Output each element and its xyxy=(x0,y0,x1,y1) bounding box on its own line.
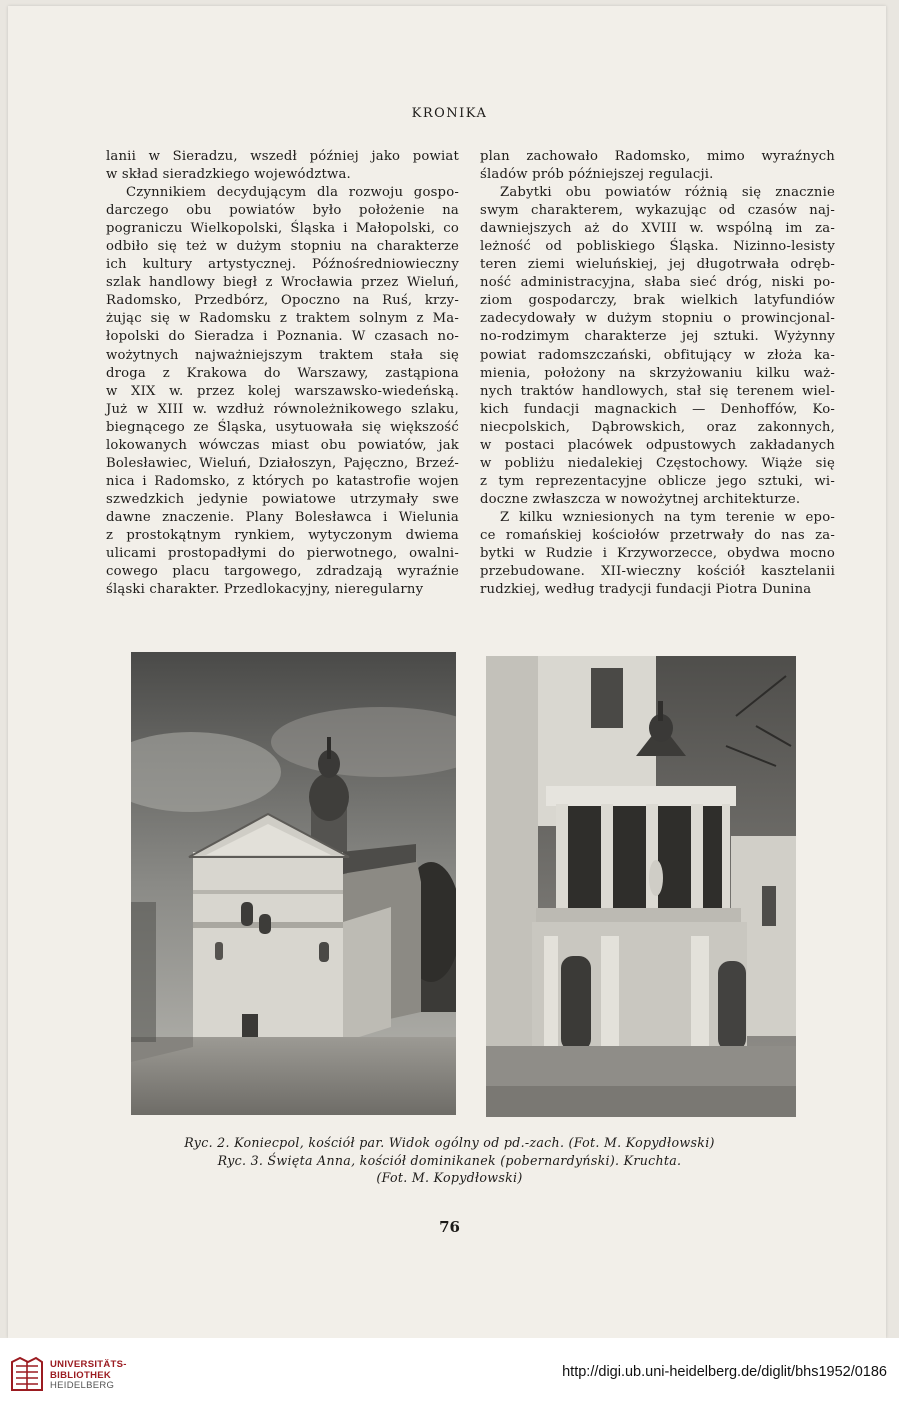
text-line: bytki w Rudzie i Krzyworzecce, obydwa mocno xyxy=(480,546,835,562)
paragraph xyxy=(480,148,835,184)
permalink-url[interactable]: http://digi.ub.uni-heidelberg.de/diglit/bhs1952/0186 xyxy=(562,1364,887,1380)
text-line: droga z Krakowa do Warszawy, zastąpiona xyxy=(106,365,459,381)
text-line: łopolski do Sieradza i Poznania. W czasach no- xyxy=(106,329,459,345)
paragraph xyxy=(106,184,459,599)
text-line: cowego placu targowego, zdradzają wyraźnie xyxy=(106,564,459,580)
caption-line-fig3: Ryc. 3. Święta Anna, kościół dominikanek (pobernardyński). Kruchta. xyxy=(217,1152,682,1168)
text-line: pograniczu Wielkopolski, Śląska i Małopolski, co xyxy=(106,221,459,237)
text-line: teren ziemi wieluńskiej, jej długotrwała odręb- xyxy=(480,257,835,273)
university-library-logo-icon xyxy=(10,1356,44,1394)
text-line: Czynnikiem decydującym dla rozwoju gospo- xyxy=(126,185,459,201)
text-line: Bolesławiec, Wieluń, Działoszyn, Pajęczno, Brzeź- xyxy=(106,455,459,471)
text-line: w postaci placówek odpustowych zakładanych xyxy=(480,437,835,453)
text-line: rudzkiej, według tradycji fundacji Piotra Dunina xyxy=(480,582,812,598)
text-line: śląski charakter. Przedlokacyjny, nieregularny xyxy=(106,582,424,598)
caption-line-fig2: Ryc. 2. Koniecpol, kościół par. Widok ogólny od pd.-zach. (Fot. M. Kopydłowski) xyxy=(184,1135,715,1150)
text-line: wożytnych najważniejszym traktem stała się xyxy=(106,347,459,363)
text-line: w skład sieradzkiego województwa. xyxy=(106,167,351,183)
text-line: żując się w Radomsku z traktem solnym z Ma- xyxy=(106,311,459,327)
text-line: szlak handlowy biegł z Wrocławia przez Wieluń, xyxy=(106,275,459,291)
text-line: ich kultury artystycznej. Późnośredniowieczny xyxy=(106,257,459,273)
text-line: w pobliżu niedalekiej Częstochowy. Wiąże się xyxy=(480,455,835,471)
text-line: z prostokątnym rynkiem, wytyczonym dwiema xyxy=(106,527,459,543)
text-line: Radomsko, Przedbórz, Opoczno na Ruś, krzy- xyxy=(106,293,459,309)
library-name xyxy=(50,1360,127,1392)
caption-line-photo-credit: (Fot. M. Kopydłowski) xyxy=(376,1170,523,1185)
text-line: odbiło się też w dużym stopniu na charakterze xyxy=(106,239,459,255)
figure-captions xyxy=(0,1134,899,1187)
photo-koniecpol-church xyxy=(131,652,456,1115)
text-line: lokowanych wówczas miast obu powiatów, jak xyxy=(106,437,459,453)
paragraph xyxy=(480,184,835,509)
church-photo-image xyxy=(131,652,456,1115)
porch-photo-image xyxy=(486,656,796,1117)
text-line: Z kilku wzniesionych na tym terenie w epo- xyxy=(500,509,835,525)
text-line: przebudowane. XII-wieczny kościół kasztelanii xyxy=(480,564,835,580)
text-line: Już w XIII w. wzdłuż równoleżnikowego szlaku, xyxy=(106,401,459,417)
photo-swieta-anna-porch xyxy=(486,656,796,1117)
text-line: dawne znaczenie. Plany Bolesławca i Wielunia xyxy=(106,509,459,525)
text-line: kich fundacji magnackich — Denhoffów, Ko- xyxy=(480,401,835,417)
text-line: nica i Radomsko, z których po katastrofie wojen xyxy=(106,473,459,489)
text-line: ce romańskiej kościołów przetrwały do nas za- xyxy=(480,527,835,543)
text-line: niecpolskich, Dąbrowskich, oraz zakonnych, xyxy=(480,419,835,435)
text-line: z tym reprezentacyjne oblicze jego sztuki, wi- xyxy=(480,473,835,489)
text-line: Zabytki obu powiatów różnią się znacznie xyxy=(500,185,835,201)
text-line: swym charakterem, wykazując od czasów naj- xyxy=(480,203,835,219)
text-line: ność administracyjna, słaba sieć dróg, niski po- xyxy=(480,275,835,291)
running-head: KRONIKA xyxy=(411,106,488,121)
library-name-line-2: BIBLIOTHEK xyxy=(50,1369,112,1381)
text-line: mienia, położony na skrzyżowaniu kilku waż- xyxy=(480,365,835,381)
text-line: śladów prób późniejszej regulacji. xyxy=(480,167,714,183)
library-name-line-1: UNIVERSITÄTS- xyxy=(50,1359,127,1370)
library-name-line-3: HEIDELBERG xyxy=(50,1380,115,1391)
paragraph xyxy=(480,509,835,599)
text-line: zadecydowały w dużym stopniu o prowincjonal- xyxy=(480,311,835,327)
text-line: ziom gospodarczy, brak wielkich latyfundiów xyxy=(480,293,835,309)
text-line: plan zachowało Radomsko, mimo wyraźnych xyxy=(480,149,835,164)
text-line: powiat radomszczański, obfitujący w złoża ka- xyxy=(480,347,835,363)
text-line: ulicami prostopadłymi do pierwotnego, owalni- xyxy=(106,546,459,562)
text-line: szwedzkich jedynie powiatowe utrzymały swe xyxy=(106,491,459,507)
page-number: 76 xyxy=(439,1218,460,1236)
paragraph xyxy=(106,148,459,184)
text-line: no-rodzimym charakterze jej sztuki. Wyżynny xyxy=(480,329,835,345)
library-footer xyxy=(0,1338,899,1418)
text-line: doczne zwłaszcza w nowożytnej architekturze. xyxy=(480,491,801,507)
right-column xyxy=(480,148,835,599)
left-column xyxy=(106,148,459,599)
text-line: darczego obu powiatów było położenie na xyxy=(106,203,459,219)
text-line: lanii w Sieradzu, wszedł później jako powiat xyxy=(106,149,459,164)
text-line: nych traktów handlowych, stał się terenem wiel- xyxy=(480,383,835,399)
text-line: w XIX w. przez kolej warszawsko-wiedeńską. xyxy=(106,383,459,399)
text-line: leżność od pobliskiego Śląska. Nizinno-lesisty xyxy=(480,239,835,255)
text-line: dawniejszych aż do XVIII w. wspólną im za- xyxy=(480,221,835,237)
text-line: biegnącego ze Śląska, usytuowała się większość xyxy=(106,419,459,435)
